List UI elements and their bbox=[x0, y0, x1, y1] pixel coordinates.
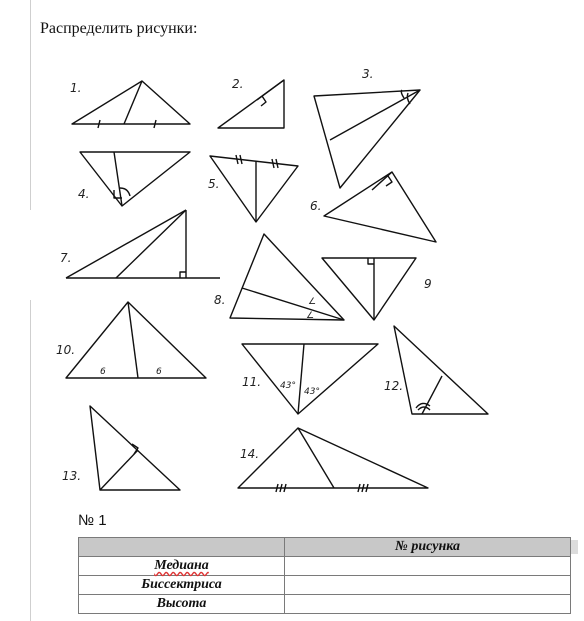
figure-number-8: 8. bbox=[214, 293, 226, 307]
figure-number-3: 3. bbox=[362, 67, 374, 81]
figure-number-7: 7. bbox=[60, 251, 72, 265]
term-altitude: Высота bbox=[79, 595, 285, 614]
triangle-6 bbox=[310, 172, 436, 242]
triangle-12 bbox=[384, 326, 488, 414]
figure-11-angle-left: 43° bbox=[280, 381, 296, 391]
figure-number-2: 2. bbox=[232, 77, 244, 91]
triangle-3 bbox=[314, 67, 420, 188]
page-heading: Распределить рисунки: bbox=[40, 20, 198, 37]
term-median-text: Медиана bbox=[154, 558, 209, 573]
figure-number-14: 14. bbox=[240, 447, 260, 461]
figure-number-4: 4. bbox=[78, 187, 90, 201]
figure-number-10: 10. bbox=[56, 343, 76, 357]
triangle-11 bbox=[242, 344, 378, 414]
triangle-5 bbox=[208, 155, 298, 222]
figure-number-13: 13. bbox=[62, 469, 82, 483]
term-median bbox=[79, 557, 285, 576]
answer-cell-bisector[interactable] bbox=[285, 576, 571, 595]
table-row bbox=[79, 576, 571, 595]
figure-number-6: 6. bbox=[310, 199, 322, 213]
figure-10-mark-left: 6 bbox=[100, 367, 106, 377]
term-bisector: Биссектриса bbox=[79, 576, 285, 595]
triangle-14 bbox=[238, 428, 428, 492]
triangle-7 bbox=[60, 210, 220, 278]
table-row bbox=[79, 557, 571, 576]
answer-table-wrap bbox=[78, 537, 571, 614]
figure-11-angle-right: 43° bbox=[304, 387, 320, 397]
table-row bbox=[79, 595, 571, 614]
table-header-row bbox=[79, 538, 571, 557]
triangle-2 bbox=[218, 77, 284, 128]
figure-number-11: 11. bbox=[242, 375, 262, 389]
triangle-9 bbox=[322, 258, 432, 320]
figure-10-mark-right: 6 bbox=[156, 367, 162, 377]
table-header-term bbox=[79, 538, 285, 557]
table-header-figure: № рисунка bbox=[285, 538, 571, 557]
triangles-drawing bbox=[52, 48, 496, 498]
figure-number-1: 1. bbox=[70, 81, 82, 95]
figure-number-9: 9 bbox=[424, 277, 432, 291]
page-margin-rule bbox=[30, 0, 31, 210]
triangle-4 bbox=[78, 152, 190, 206]
page-margin-rule-lower bbox=[30, 300, 31, 621]
triangle-8 bbox=[214, 234, 344, 321]
answer-table bbox=[78, 537, 571, 614]
figure-number-12: 12. bbox=[384, 379, 404, 393]
svg-text:∠: ∠ bbox=[306, 311, 315, 321]
figure-number-5: 5. bbox=[208, 177, 220, 191]
answer-cell-median[interactable] bbox=[285, 557, 571, 576]
triangle-1 bbox=[70, 81, 190, 128]
answer-cell-altitude[interactable] bbox=[285, 595, 571, 614]
task-number: № 1 bbox=[78, 512, 107, 529]
triangle-10 bbox=[56, 302, 206, 378]
triangles-figure bbox=[52, 48, 496, 498]
svg-text:∠: ∠ bbox=[308, 297, 317, 307]
triangle-13 bbox=[62, 406, 180, 490]
